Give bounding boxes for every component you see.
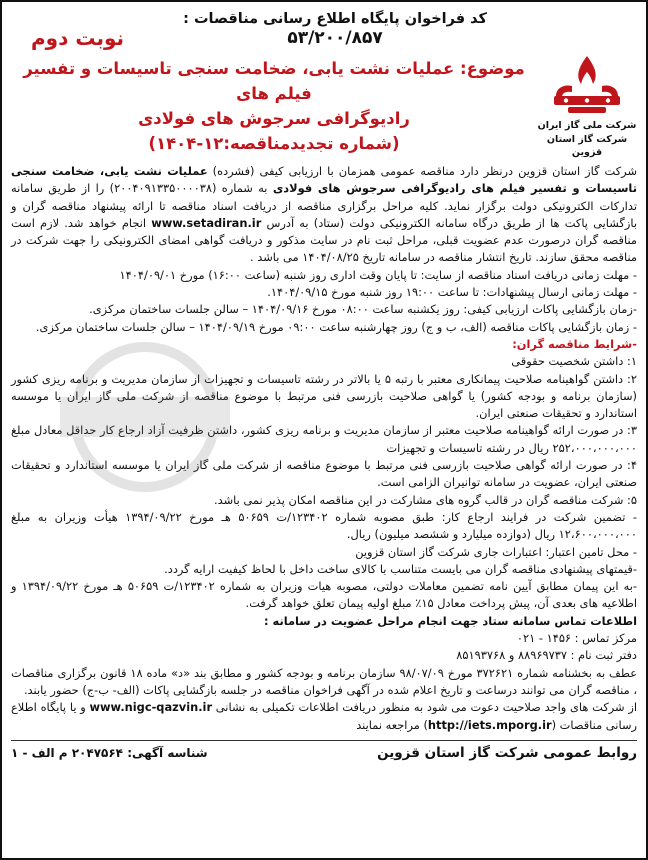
- portal-code: ۵۳/۲۰۰/۸۵۷: [287, 28, 383, 48]
- intro-text-1: شرکت گاز استان قزوین درنظر دارد مناقصه عمومی همزمان با ارزیابی کیفی (فشرده): [207, 164, 637, 178]
- closing-paragraph: [11, 699, 637, 734]
- intro-subject-bold: عملیات نشت یابی، ضخامت سنجی تاسیسات و تفسیر فیلم های رادیوگرافی سرجوش های فولادی: [11, 164, 637, 196]
- condition-2: ۲: داشتن گواهینامه صلاحیت پیمانکاری معتبر با رتبه ۵ یا بالاتر در رشته تاسیسات و تجهیزات از سازمان مدیریت و برنامه ریزی کشور (سازمان برنامه و بودجه کشور) یا گواهی صلاحیت بازرسی فنی مرتبط با موضوع مناقصه از شرکت ملی گاز ایران یا موسسه استاندارد و تحقیقات صنعتی ایران.: [11, 371, 637, 421]
- closing-text-2: و یا پایگاه اطلاع رسانی مناقصات (: [11, 700, 637, 732]
- company-logo-block: [537, 52, 637, 159]
- deadline-2: - مهلت زمانی ارسال پیشنهادات: تا ساعت ۱۹:۰۰ روز شنبه مورخ ۱۴۰۴/۰۹/۱۵.: [267, 285, 637, 300]
- contact-title: اطلاعات تماس سامانه ستاد جهت انجام مراحل عضویت در سامانه :: [264, 613, 637, 628]
- condition-3: ۳: در صورت ارائه گواهینامه صلاحیت معتبر از سازمان مدیریت و برنامه ریزی کشور، داشتن ظرفیت آزاد ارجاع کار حداقل معادل مبلغ ۲۵۲،۰۰۰،۰۰۰،۰۰۰ ریال در رشته تاسیسات و تجهیزات: [11, 423, 637, 455]
- tender-number: (شماره تجدیدمناقصه:۱۲-۱۴۰۴): [148, 134, 400, 153]
- iets-link[interactable]: http://iets.mporg.ir: [427, 717, 552, 732]
- attendance-note: عطف به بخشنامه شماره ۳۷۲۶۲۱ مورخ ۹۸/۰۷/۰۹ سازمان برنامه و بودجه کشور و مطابق بند «د» ماده ۱۸ قانون برگزاری مناقصات ، مناقصه گران می توانند درساعت و تاریخ اعلام شده در آگهی فراخوان مناقصه در جلسه بازگشایی پاکات (الف- ب-ج) حضور یابند.: [11, 665, 637, 697]
- nigc-logo-icon: [548, 52, 626, 118]
- deadline-4: - زمان بازگشایی پاکات مناقصه (الف، ب و ج) روز چهارشنبه ساعت ۰۹:۰۰ مورخ ۱۴۰۴/۰۹/۱۹ – سالن جلسات ساختمان مرکزی.: [35, 319, 637, 334]
- intro-text-3: انجام خواهد شد. لازم است مناقصه گران درصورت عدم عضویت قبلی، مراحل ثبت نام در سایت مذکور و دریافت گواهی امضای الکترونیکی را جهت شرکت در مناقصه محقق سازند. تاریخ انتشار مناقصه در سامانه تاریخ ۱۴۰۴/۰۸/۲۵ می باشد .: [11, 215, 637, 265]
- closing-text-1: از شرکت های واجد صلاحیت دعوت می شود به منظور دریافت اطلاعات تکمیلی به نشانی: [212, 700, 637, 715]
- subject-line-1: موضوع: عملیات نشت یابی، ضخامت سنجی تاسیسات و تفسیر فیلم های: [23, 59, 525, 103]
- guarantee: - تضمین شرکت در فرایند ارجاع کار: طبق مصوبه شماره ۱۲۳۴۰۲/ت ۵۰۶۵۹ هـ مورخ ۱۳۹۴/۰۹/۲۲ هیأت وزیران به مبلغ ۱۲،۶۰۰،۰۰۰،۰۰۰ ریال (دوازده میلیارد و ششصد میلیون) ریال.: [11, 509, 638, 542]
- condition-1: ۱: داشتن شخصیت حقوقی: [511, 354, 637, 369]
- deadline-3: -زمان بازگشایی پاکات ارزیابی کیفی: روز یکشنبه ساعت ۰۸:۰۰ مورخ ۱۴۰۴/۰۹/۱۶ – سالن جلسات ساختمان مرکزی.: [89, 302, 637, 317]
- org-name-2: شرکت گاز استان قزوین: [546, 134, 628, 158]
- intro-paragraph: [11, 163, 637, 267]
- pricing: -قیمتهای پیشنهادی مناقصه گران می بایست متناسب با کالای ساخت داخل با لحاظ کیفیت ارایه گردد.: [164, 561, 637, 576]
- condition-5: ۵: شرکت مناقصه گران در قالب گروه های مشارکت در این مناقصه امکان پذیر نمی باشد.: [214, 492, 637, 507]
- prepayment: -به این پیمان مطابق آیین نامه تضمین معاملات دولتی، مصوبه هیات وزیران به شماره ۱۲۳۴۰۲/ت ۵۰۶۵۹ هـ مورخ ۱۳۹۴/۰۹/۲۲ و اطلاعیه های بعدی آن، پیش پرداخت معادل ۱۵٪ مبلغ اولیه پیمان تعلق خواهد گرفت.: [11, 579, 638, 611]
- intro-text-2: به شماره (۲۰۰۴۰۹۱۳۳۵۰۰۰۰۳۸) را از طریق سامانه تدارکات الکترونیکی دولت برگزار نماید. کلیه مراحل برگزاری مناقصه از دریافت اسناد مناقصه تا ارائه پیشنهاد مناقصه گران و بازگشایی پاکت ها از طریق درگاه سامانه الکترونیکی دولت (ستاد) به آدرس: [11, 181, 637, 230]
- setadiran-link[interactable]: www.setadiran.ir: [151, 215, 262, 230]
- round-label: نوبت دوم: [31, 26, 125, 50]
- conditions-title: -شرایط مناقصه گران:: [512, 336, 637, 351]
- subject-line-2: رادیوگرافی سرجوش های فولادی: [138, 109, 410, 128]
- nigc-qazvin-link[interactable]: www.nigc-qazvin.ir: [89, 700, 213, 715]
- registration-office: دفتر ثبت نام : ۸۸۹۶۹۷۳۷ و ۸۵۱۹۳۷۶۸: [456, 648, 637, 663]
- closing-text-3: ) مراجعه نمایند: [356, 717, 428, 732]
- notice-body: [11, 163, 637, 734]
- org-name-1: شرکت ملی گاز ایران: [537, 120, 637, 131]
- funding: - محل تامین اعتبار: اعتبارات جاری شرکت گاز استان قزوین: [355, 544, 637, 559]
- ad-id: شناسه آگهی: ۲۰۴۷۵۶۴ م الف - ۱: [11, 745, 208, 760]
- condition-4: ۴: در صورت ارائه گواهی صلاحیت بازرسی فنی مرتبط با موضوع مناقصه از شرکت ملی گاز ایران یا موسسه استاندارد و تحقیقات صنعتی ایران، عضویت در سامانه توانیران الزامی است.: [11, 458, 637, 490]
- portal-code-label: کد فراخوان پایگاه اطلاع رسانی مناقصات :: [183, 11, 487, 27]
- public-relations-signature: روابط عمومی شرکت گاز استان قزوین: [377, 744, 637, 761]
- contact-center: مرکز تماس : ۱۴۵۶ - ۰۲۱: [516, 631, 637, 646]
- footer: [11, 740, 637, 761]
- deadline-1: - مهلت زمانی دریافت اسناد مناقصه از سایت: تا پایان وقت اداری روز شنبه (ساعت ۱۶:۰۰) مورخ ۱۴۰۴/۰۹/۰۱: [119, 267, 637, 282]
